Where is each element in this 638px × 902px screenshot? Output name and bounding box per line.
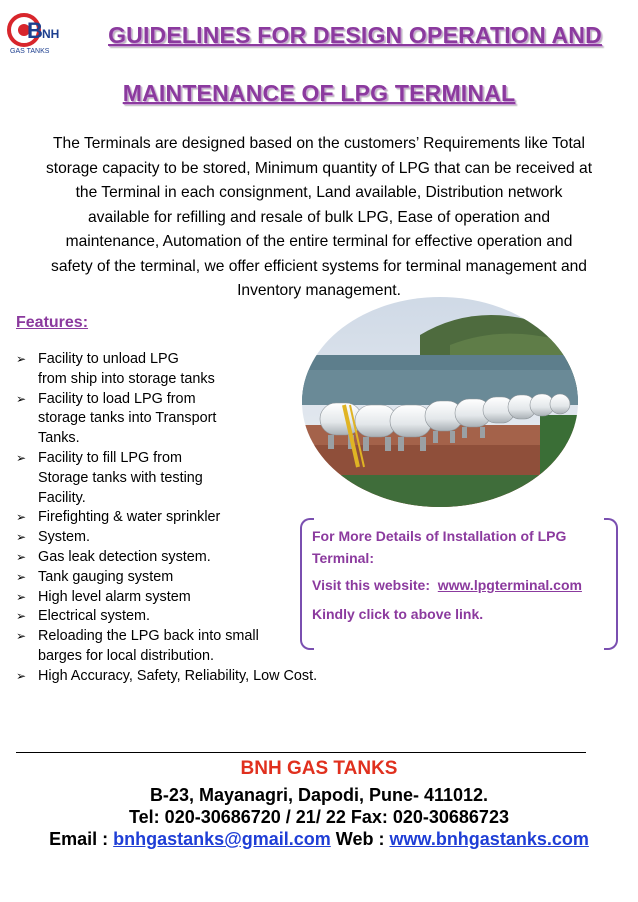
company-address: B-23, Mayanagri, Dapodi, Pune- 411012. [149,785,489,805]
page-title-line2: MAINTENANCE OF LPG TERMINAL [122,80,516,106]
company-logo [6,8,66,58]
intro-line: The Terminals are designed based on the customers’ Requirements like Total [53,135,585,152]
company-phone-fax: Tel: 020-30686720 / 21/ 22 Fax: 020-30686723 [129,807,509,827]
email-label: Email : [49,829,109,849]
feature-text: storage tanks into Transport [38,410,217,427]
callout-click-text: Kindly click to above link. [312,606,484,622]
feature-item [16,548,317,568]
features-list [16,350,317,687]
arrow-bullet-icon: ➢ [16,450,27,465]
intro-line: maintenance, Automation of the entire terminal for effective operation and [65,233,573,250]
arrow-bullet-icon: ➢ [16,609,27,624]
feature-text: High level alarm system [38,588,191,605]
feature-item [16,409,317,429]
arrow-bullet-icon: ➢ [16,530,27,545]
intro-line: available for refilling and resale of bulk LPG, Ease of operation and [87,208,551,226]
logo-suffix: NH [42,27,60,41]
feature-text: from ship into storage tanks [38,370,215,387]
lpgterminal-website-link[interactable]: www.lpgterminal.com [437,577,582,593]
feature-text: System. [38,529,90,546]
feature-item [16,627,317,647]
intro-line: storage capacity to be stored, Minimum quantity of LPG that can be received at [45,159,593,177]
feature-text: Facility to load LPG from [38,390,196,407]
feature-text: Reloading the LPG back into small [38,628,259,645]
feature-text: Firefighting & water sprinkler [38,509,221,526]
feature-item [16,429,317,449]
email-link[interactable]: bnhgastanks@gmail.com [113,829,331,849]
arrow-bullet-icon: ➢ [16,668,27,683]
feature-text: Facility to fill LPG from [38,449,182,466]
company-name: BNH GAS TANKS [240,758,398,779]
feature-text: Electrical system. [38,608,150,625]
logo-caption: GAS TANKS [10,48,50,55]
feature-text: Gas leak detection system. [38,548,211,565]
feature-text: Tanks. [38,430,80,447]
logo-mark: B [27,18,43,43]
intro-paragraph [14,132,624,304]
visit-label: Visit this website: [312,577,430,593]
intro-line: safety of the terminal, we offer efficient systems for terminal management and [51,257,587,275]
feature-text: Storage tanks with testing [38,469,203,486]
features-heading: Features: [16,314,89,331]
website-link[interactable]: www.bnhgastanks.com [389,829,589,849]
callout-heading-line2: Terminal: [312,550,374,566]
feature-text: Tank gauging system [38,568,174,585]
company-contact-line [0,829,638,850]
footer-divider [16,752,586,753]
feature-item [16,568,317,588]
feature-item [16,588,317,608]
feature-text: barges for local distribution. [38,647,214,664]
arrow-bullet-icon: ➢ [16,510,27,525]
page-title-line1: GUIDELINES FOR DESIGN OPERATION AND [108,22,602,48]
arrow-bullet-icon: ➢ [16,352,27,366]
more-details-callout [300,518,618,648]
feature-item [16,508,317,528]
arrow-bullet-icon: ➢ [16,549,27,564]
intro-line: Inventory management. [237,282,401,299]
arrow-bullet-icon: ➢ [16,629,27,644]
feature-item [16,449,317,469]
feature-text: High Accuracy, Safety, Reliability, Low Cost. [38,667,318,684]
arrow-bullet-icon: ➢ [16,589,27,604]
intro-line: the Terminal in each consignment, Land available, Distribution network [75,184,563,201]
feature-item [16,469,317,489]
feature-item [16,528,317,548]
feature-item [16,390,317,410]
callout-visit-line [312,577,582,593]
feature-item [16,370,317,390]
feature-text: Facility to unload LPG [38,351,179,367]
feature-item [16,667,317,687]
right-bracket-decoration [604,518,618,650]
feature-text: Facility. [38,489,86,506]
feature-item [16,647,317,667]
lpg-terminal-photo [300,295,580,509]
feature-item [16,607,317,627]
arrow-bullet-icon: ➢ [16,569,27,584]
feature-item [16,350,317,370]
callout-heading-line1: For More Details of Installation of LPG [312,528,567,544]
feature-item [16,489,317,509]
web-label: Web : [335,829,385,849]
arrow-bullet-icon: ➢ [16,391,27,406]
